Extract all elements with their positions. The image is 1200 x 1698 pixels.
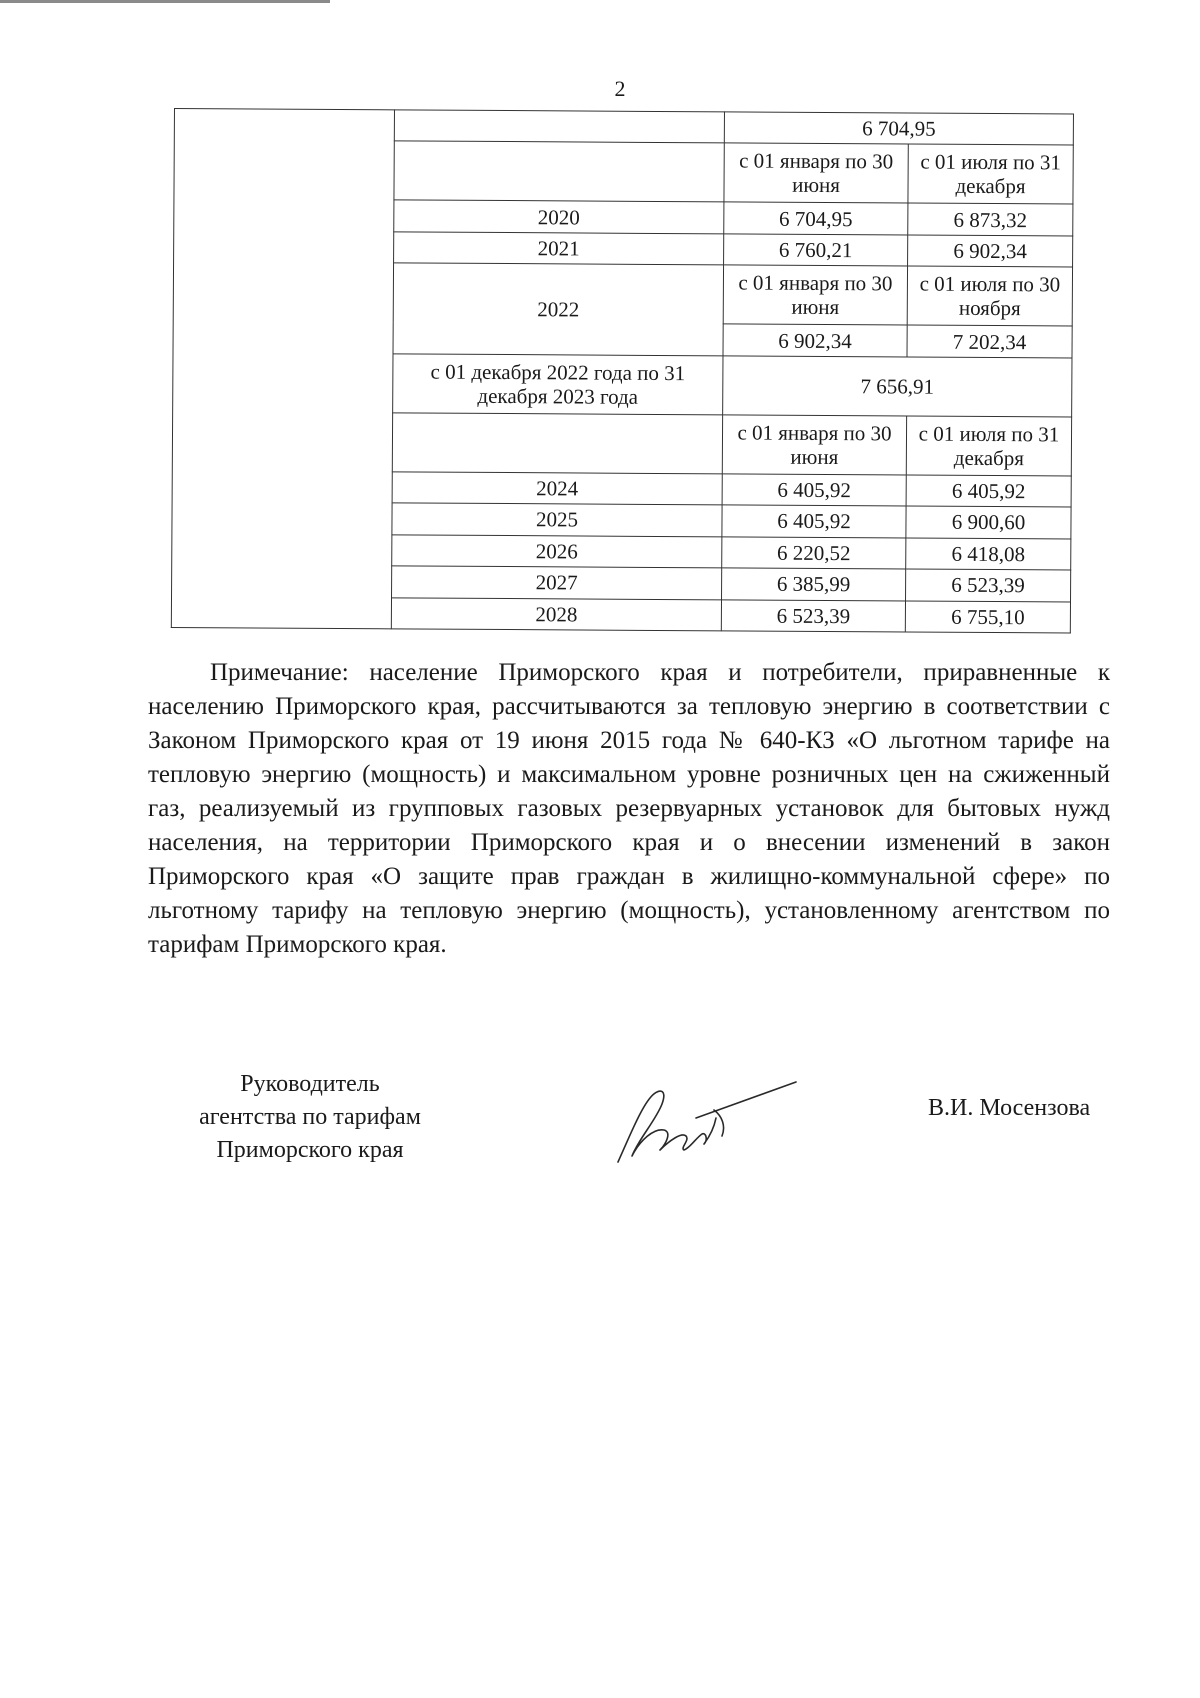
table-cell-value: 6 405,92 [722, 473, 906, 506]
table-cell-year: 2021 [394, 232, 724, 265]
note-text: Примечание: население Приморского края и потребители, приравненные к населению Приморского края, рассчитываются за тепловую энергию в соответствии с Законом Приморского края от 19 июня 2015 года № 640-КЗ «О льготном тарифе на тепловую энергию (мощность) и максимальном уровне розничных цен на сжиженный газ, реализуемый из групповых газовых резервуарных установок для бытовых нужд населения, на территории Приморского края и о внесении изменений в закон Приморского края «О защите прав граждан в жилищно-коммунальной сфере» по льготному тарифу на тепловую энергию (мощность), установленному агентством по тарифам Приморского края. [148, 659, 1110, 958]
table-cell-value: 6 385,99 [722, 568, 906, 601]
table-cell-value: 6 405,92 [906, 475, 1071, 507]
table-cell-value: 6 220,52 [722, 536, 906, 569]
table-cell-half-2-label: с 01 июля по 30 ноября [907, 266, 1072, 326]
table-cell-year: 2028 [391, 597, 721, 631]
table-cell-half-1-label: с 01 января по 30 июня [724, 143, 908, 203]
table-cell-half-2-label: с 01 июля по 31 декабря [908, 144, 1073, 204]
table-cell-value: 6 900,60 [906, 506, 1071, 538]
signatory-position-line: Приморского края [216, 1137, 404, 1163]
signatory-position-line: агентства по тарифам [199, 1104, 421, 1130]
signatory-position [168, 1068, 452, 1167]
table-cell-value: 6 418,08 [906, 538, 1071, 570]
table-cell-empty [394, 110, 724, 143]
tariff-table [171, 108, 1074, 633]
table-cell-half-1-label: с 01 января по 30 июня [722, 415, 906, 475]
note-paragraph [148, 656, 1110, 962]
table-cell-year: 2026 [392, 534, 722, 567]
table-cell-period-label: с 01 декабря 2022 года по 31 декабря 2023 года [393, 354, 723, 415]
table-cell-period-value: 7 656,91 [723, 356, 1072, 417]
table-cell-year: 2025 [392, 503, 722, 536]
table-cell-value: 6 902,34 [723, 324, 907, 357]
table-cell-half-2-label: с 01 июля по 31 декабря [906, 416, 1071, 476]
table-cell-year: 2027 [392, 566, 722, 599]
handwritten-signature [610, 1070, 800, 1180]
table-cell-empty [394, 141, 724, 202]
table-cell-value: 6 523,39 [906, 569, 1071, 601]
scan-edge-line [0, 0, 330, 3]
table-cell-value: 6 902,34 [908, 235, 1073, 267]
signatory-name: В.И. Мосензова [928, 1095, 1091, 1121]
table-row [174, 109, 1073, 146]
table-cell-value: 6 760,21 [724, 234, 908, 267]
signatory-position-line: Руководитель [240, 1071, 380, 1097]
table-cell-year: 2024 [392, 471, 722, 504]
table-cell-empty-left [171, 109, 394, 629]
table-cell-value: 6 405,92 [722, 505, 906, 538]
page-number: 2 [614, 76, 626, 101]
table-cell-value: 6 704,95 [724, 202, 908, 235]
table-cell-year: 2022 [393, 263, 724, 355]
table-cell-year: 2020 [394, 200, 724, 233]
table-cell-value: 6 873,32 [908, 203, 1073, 235]
table-cell-top-value: 6 704,95 [724, 112, 1073, 146]
table-cell-value: 6 523,39 [721, 599, 905, 632]
table-cell-half-1-label: с 01 января по 30 июня [723, 265, 907, 325]
table-cell-value: 6 755,10 [905, 600, 1070, 633]
table-cell-value: 7 202,34 [907, 325, 1072, 357]
table-cell-empty [392, 412, 722, 473]
